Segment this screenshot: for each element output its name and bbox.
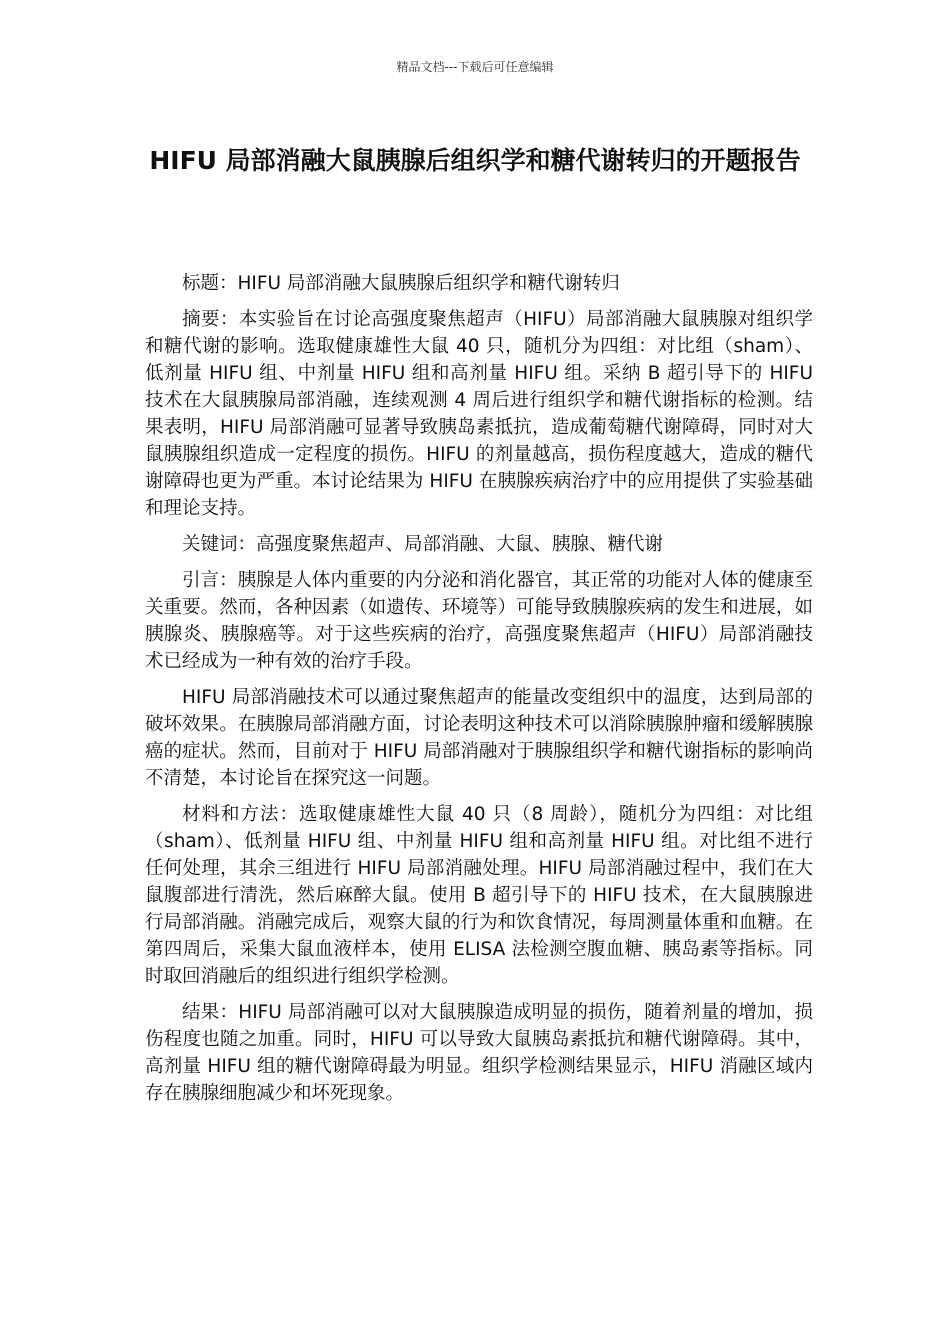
paragraph-introduction: 引言：胰腺是人体内重要的内分泌和消化器官，其正常的功能对人体的健康至关重要。然而，各种因素（如遗传、环境等）可能导致胰腺疾病的发生和进展，如胰腺炎、胰腺癌等。对于这些疾病的治疗，高强度聚焦超声（HIFU）局部消融技术已经成为一种有效的治疗手段。 bbox=[145, 570, 813, 672]
paragraph-subject: 标题：HIFU 局部消融大鼠胰腺后组织学和糖代谢转归 bbox=[182, 273, 620, 294]
paragraph-results: 结果：HIFU 局部消融可以对大鼠胰腺造成明显的损伤，随着剂量的增加，损伤程度也随之加重。同时，HIFU 可以导致大鼠胰岛素抵抗和糖代谢障碍。其中，高剂量 HIFU 组的糖代谢障碍最为明显。组织学检测结果显示，HIFU 消融区域内存在胰腺细胞减少和坏死现象。 bbox=[145, 1002, 813, 1104]
document-title: HIFU 局部消融大鼠胰腺后组织学和糖代谢转归的开题报告 bbox=[149, 146, 801, 175]
paragraph-methods: 材料和方法：选取健康雄性大鼠 40 只（8 周龄），随机分为四组：对比组（sham）、低剂量 HIFU 组、中剂量 HIFU 组和高剂量 HIFU 组。对比组不进行任何处理，其余三组进行 HIFU 局部消融处理。HIFU 局部消融过程中，我们在大鼠腹部进行清洗，然后麻醉大鼠。使用 B 超引导下的 HIFU 技术，在大鼠胰腺进行局部消融。消融完成后，观察大鼠的行为和饮食情况，每周测量体重和血糖。在第四周后，采集大鼠血液样本，使用 ELISA 法检测空腹血糖、胰岛素等指标。同时取回消融后的组织进行组织学检测。 bbox=[145, 804, 813, 987]
paragraph-keywords: 关键词：高强度聚焦超声、局部消融、大鼠、胰腺、糖代谢 bbox=[182, 534, 664, 555]
page-header: 精品文档---下载后可任意编辑 bbox=[396, 60, 554, 74]
paragraph-hifu-technique: HIFU 局部消融技术可以通过聚焦超声的能量改变组织中的温度，达到局部的破坏效果。在胰腺局部消融方面，讨论表明这种技术可以消除胰腺肿瘤和缓解胰腺癌的症状。然而，目前对于 HIFU 局部消融对于胰腺组织学和糖代谢指标的影响尚不清楚，本讨论旨在探究这一问题。 bbox=[145, 687, 813, 789]
paragraph-abstract: 摘要：本实验旨在讨论高强度聚焦超声（HIFU）局部消融大鼠胰腺对组织学和糖代谢的影响。选取健康雄性大鼠 40 只，随机分为四组：对比组（sham）、低剂量 HIFU 组、中剂量 HIFU 组和高剂量 HIFU 组。采纳 B 超引导下的 HIFU 技术在大鼠胰腺局部消融，连续观测 4 周后进行组织学和糖代谢指标的检测。结果表明，HIFU 局部消融可显著导致胰岛素抵抗，造成葡萄糖代谢障碍，同时对大鼠胰腺组织造成一定程度的损伤。HIFU 的剂量越高，损伤程度越大，造成的糖代谢障碍也更为严重。本讨论结果为 HIFU 在胰腺疾病治疗中的应用提供了实验基础和理论支持。 bbox=[145, 309, 813, 519]
document-body bbox=[145, 270, 813, 1116]
